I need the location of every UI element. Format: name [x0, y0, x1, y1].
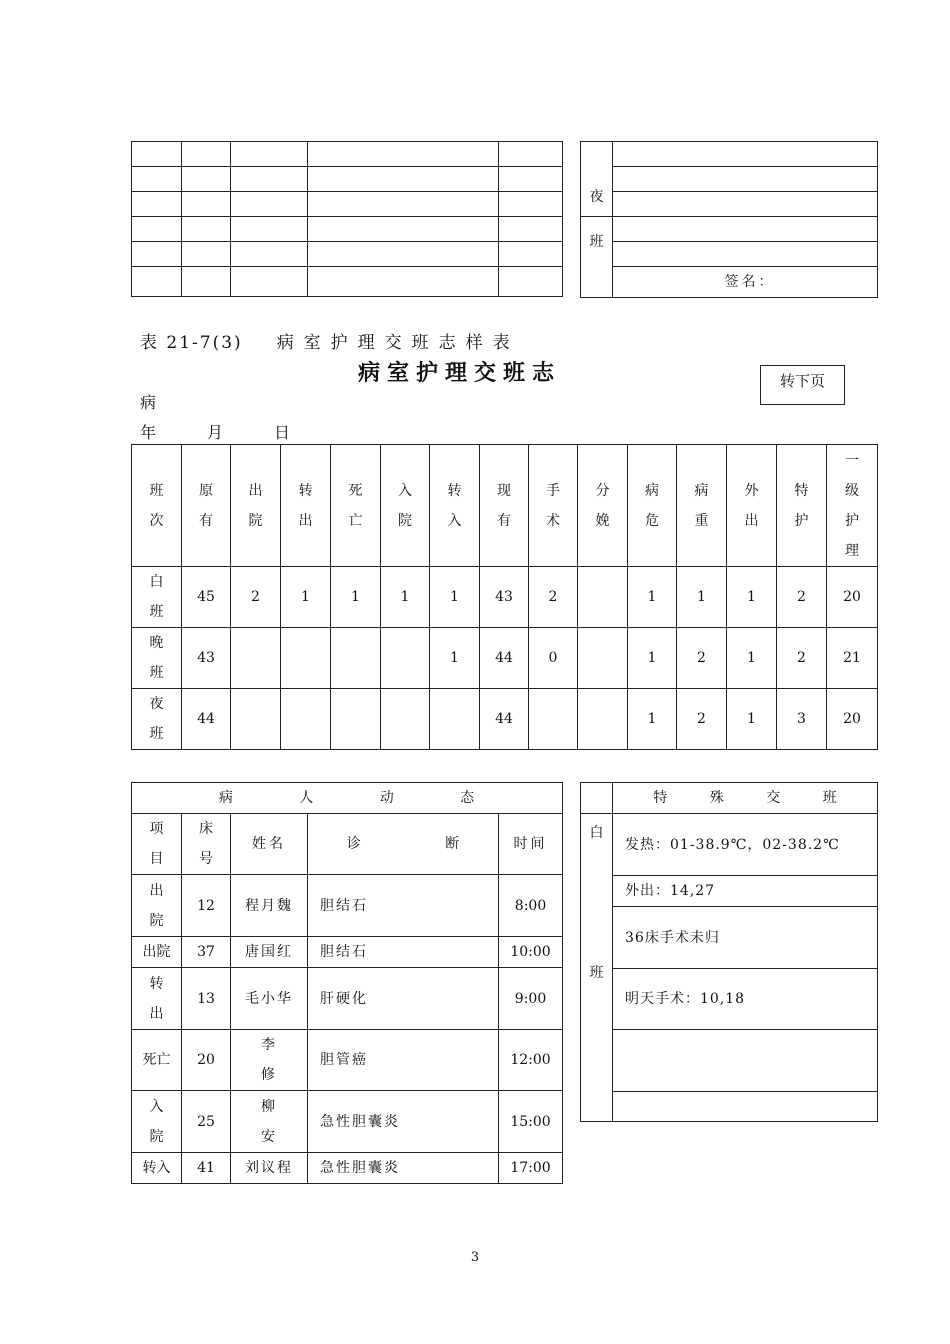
census-header-char: 术 — [546, 512, 560, 529]
census-value: 43 — [197, 650, 215, 666]
census-value-cell — [281, 689, 331, 750]
census-header-cell — [182, 445, 231, 567]
census-value-cell — [777, 628, 827, 689]
census-header-char: 分 — [595, 482, 610, 499]
blank-cell — [132, 167, 182, 192]
shift-char: 晚 — [149, 635, 164, 651]
census-value-cell — [677, 628, 727, 689]
bed-number: 41 — [197, 1160, 215, 1176]
census-header-char: 外 — [744, 482, 759, 499]
patient-name: 唐国红 — [245, 944, 293, 960]
night-shift-panel — [580, 141, 878, 298]
census-value: 1 — [647, 650, 657, 666]
census-value: 2 — [548, 589, 558, 605]
shift-char: 白 — [149, 574, 164, 590]
census-header-char: 转 — [447, 482, 462, 499]
item-cell — [132, 1030, 182, 1091]
census-value-cell — [331, 567, 381, 628]
census-value-cell — [578, 628, 628, 689]
night-note-line — [613, 242, 878, 267]
shift-label-cell — [581, 814, 613, 1122]
diagnosis-cell — [308, 875, 499, 937]
census-value: 1 — [697, 589, 706, 605]
diagnosis-cell — [308, 1091, 499, 1153]
time-cell — [499, 1030, 563, 1091]
census-header-char: 级 — [845, 482, 859, 499]
census-value: 20 — [843, 711, 861, 727]
census-header-char: 出 — [298, 512, 313, 529]
census-header-char: 病 — [694, 482, 709, 499]
time-text: 10:00 — [510, 944, 551, 960]
shift-char: 班 — [149, 604, 164, 620]
table-name: 病室护理交班志样表 — [276, 333, 520, 353]
census-value: 1 — [747, 650, 756, 666]
handover-note-cell — [613, 907, 878, 969]
census-header-cell — [727, 445, 777, 567]
census-shift-cell — [132, 567, 182, 628]
census-value: 1 — [647, 711, 657, 727]
time-cell — [499, 1153, 563, 1184]
census-value: 43 — [495, 589, 513, 605]
blank-cell — [132, 142, 182, 167]
census-value-cell — [727, 689, 777, 750]
bed-cell — [182, 1091, 231, 1153]
census-value-cell — [827, 567, 878, 628]
header-item: 项 — [149, 821, 164, 837]
table-number: 表 21-7(3) — [140, 333, 243, 353]
census-value-cell — [677, 689, 727, 750]
census-header-char: 有 — [199, 512, 213, 529]
census-value: 1 — [450, 650, 459, 666]
table-row — [132, 1153, 563, 1184]
census-header-cell — [132, 445, 182, 567]
bed-cell — [182, 937, 231, 968]
signature-label: 签名： — [724, 274, 776, 290]
shift-char: 班 — [149, 665, 164, 681]
item-cell — [132, 1153, 182, 1184]
special-handover-table — [580, 782, 878, 1122]
name-cell — [231, 1091, 308, 1153]
census-value-cell — [182, 689, 231, 750]
census-value-cell — [827, 628, 878, 689]
diagnosis-cell — [308, 937, 499, 968]
blank-cell — [308, 192, 499, 217]
blank-cell — [231, 167, 308, 192]
census-value: 1 — [400, 589, 410, 605]
night-label-top: 夜 — [589, 189, 604, 205]
census-value-cell — [628, 628, 677, 689]
ward-label: 病 — [140, 393, 157, 412]
table-caption — [140, 328, 520, 353]
header-diagnosis: 诊 断 — [346, 836, 460, 852]
census-value-cell — [578, 689, 628, 750]
night-note-line — [613, 167, 878, 192]
blank-cell — [231, 267, 308, 297]
page-number: 3 — [470, 1250, 480, 1265]
name-cell — [231, 937, 308, 968]
census-value: 44 — [495, 711, 513, 727]
census-header-cell — [578, 445, 628, 567]
handover-note-cell — [613, 1092, 878, 1122]
date-line — [140, 420, 341, 443]
census-row — [132, 628, 878, 689]
item-text: 死亡 — [142, 1052, 171, 1068]
census-value-cell — [182, 628, 231, 689]
blank-cell — [499, 142, 563, 167]
item-cell — [132, 968, 182, 1030]
handover-row — [581, 1092, 878, 1122]
blank-cell — [132, 267, 182, 297]
time-cell — [499, 875, 563, 937]
name-cell — [231, 1030, 308, 1091]
handover-row — [581, 907, 878, 969]
time-text: 17:00 — [510, 1160, 551, 1176]
item-text: 院 — [149, 1128, 164, 1145]
census-value: 20 — [843, 589, 861, 605]
census-header-cell — [231, 445, 281, 567]
bed-number: 37 — [197, 944, 215, 960]
blank-cell — [182, 242, 231, 267]
patient-name: 毛小华 — [245, 990, 293, 1007]
handover-note: 明天手术：10,18 — [625, 991, 746, 1007]
night-note-line — [613, 192, 878, 217]
census-value: 44 — [495, 650, 513, 666]
census-value: 2 — [797, 589, 806, 605]
day-label-bottom: 班 — [589, 965, 604, 981]
census-value: 2 — [797, 650, 806, 666]
census-value-cell — [529, 567, 578, 628]
item-text: 转 — [149, 975, 164, 992]
time-text: 9:00 — [514, 990, 547, 1007]
page-title: 病室护理交班志 — [358, 360, 562, 386]
census-value-cell — [777, 689, 827, 750]
table-row — [132, 968, 563, 1030]
blank-cell — [308, 142, 499, 167]
census-row — [132, 567, 878, 628]
patient-name: 程月魏 — [245, 897, 293, 914]
table-row — [132, 1091, 563, 1153]
bed-cell — [182, 875, 231, 937]
census-value-cell — [281, 567, 331, 628]
handover-note-cell — [613, 969, 878, 1030]
census-header-char: 现 — [497, 482, 511, 499]
census-value: 2 — [697, 711, 706, 727]
census-value: 1 — [450, 589, 459, 605]
census-value-cell — [727, 628, 777, 689]
census-value-cell — [578, 567, 628, 628]
census-value: 44 — [197, 711, 215, 727]
bed-number: 25 — [197, 1113, 215, 1130]
census-header-char: 病 — [645, 482, 659, 499]
census-value-cell — [430, 689, 480, 750]
patient-name: 柳 — [261, 1098, 277, 1115]
diagnosis-text: 胆管癌 — [320, 1052, 368, 1068]
time-cell — [499, 937, 563, 968]
census-header-char: 入 — [398, 482, 412, 499]
census-value: 21 — [843, 650, 861, 666]
bed-cell — [182, 968, 231, 1030]
diagnosis-text: 急性胆囊炎 — [320, 1113, 400, 1130]
handover-note-cell — [613, 876, 878, 907]
date-day: 日 — [274, 423, 291, 442]
bed-number: 12 — [197, 897, 215, 914]
dynamics-title: 病 人 动 态 — [218, 790, 476, 806]
date-month: 月 — [207, 423, 224, 442]
item-cell — [132, 937, 182, 968]
blank-cell — [308, 267, 499, 297]
census-value-cell — [381, 628, 430, 689]
time-cell — [499, 968, 563, 1030]
census-header-char: 护 — [845, 512, 859, 529]
blank-cell — [499, 267, 563, 297]
census-value: 2 — [251, 589, 260, 605]
diagnosis-cell — [308, 1030, 499, 1091]
blank-cell — [231, 192, 308, 217]
header-time: 时间 — [513, 836, 548, 852]
census-header-char: 班 — [149, 482, 164, 499]
time-text: 15:00 — [510, 1113, 551, 1130]
census-value-cell — [231, 628, 281, 689]
census-value: 45 — [197, 589, 215, 605]
census-value-cell — [281, 628, 331, 689]
name-cell — [231, 968, 308, 1030]
census-header-cell — [529, 445, 578, 567]
census-header-char: 娩 — [595, 512, 610, 529]
census-header-char: 院 — [398, 512, 412, 529]
census-value: 1 — [351, 589, 360, 605]
turn-page-box: 转下页 — [760, 365, 845, 405]
blank-cell — [499, 242, 563, 267]
item-text: 入 — [149, 1098, 164, 1115]
census-value: 2 — [697, 650, 706, 666]
name-cell — [231, 875, 308, 937]
census-value-cell — [430, 628, 480, 689]
diagnosis-cell — [308, 1153, 499, 1184]
diagnosis-text: 肝硬化 — [320, 990, 368, 1007]
blank-cell — [499, 217, 563, 242]
item-text: 院 — [149, 912, 164, 929]
shift-char: 班 — [149, 726, 164, 742]
census-header-cell — [677, 445, 727, 567]
handover-note: 发热：01-38.9℃，02-38.2℃ — [625, 836, 840, 853]
census-header-char: 出 — [744, 512, 759, 529]
diagnosis-text: 胆结石 — [320, 897, 368, 914]
time-text: 8:00 — [514, 897, 547, 914]
blank-cell — [308, 242, 499, 267]
census-value-cell — [677, 567, 727, 628]
night-note-line — [613, 217, 878, 242]
item-text: 转入 — [142, 1160, 171, 1176]
census-shift-cell — [132, 689, 182, 750]
blank-cell — [499, 192, 563, 217]
diagnosis-text: 胆结石 — [320, 944, 368, 960]
census-value-cell — [480, 628, 529, 689]
census-header-char: 次 — [149, 512, 164, 529]
census-header-cell — [430, 445, 480, 567]
special-title: 特 殊 交 班 — [653, 790, 837, 806]
census-value: 1 — [747, 711, 756, 727]
census-value-cell — [331, 689, 381, 750]
handover-row — [581, 814, 878, 876]
handover-note: 外出：14,27 — [625, 883, 716, 899]
census-header-char: 理 — [845, 542, 859, 559]
census-header-cell — [281, 445, 331, 567]
census-header-char: 原 — [199, 482, 213, 499]
census-value-cell — [430, 567, 480, 628]
census-value-cell — [777, 567, 827, 628]
header-item: 目 — [149, 851, 164, 867]
night-note-line — [613, 142, 878, 167]
blank-cell — [182, 192, 231, 217]
census-value-cell — [628, 689, 677, 750]
census-header-char: 入 — [447, 512, 462, 529]
patient-name: 安 — [261, 1128, 277, 1145]
census-value-cell — [827, 689, 878, 750]
census-header-char: 有 — [497, 512, 511, 529]
census-header-char: 特 — [794, 482, 809, 499]
patient-name: 修 — [261, 1067, 277, 1083]
census-value-cell — [381, 567, 430, 628]
blank-cell — [231, 242, 308, 267]
blank-cell — [182, 267, 231, 297]
time-cell — [499, 1091, 563, 1153]
name-cell — [231, 1153, 308, 1184]
handover-row — [581, 876, 878, 907]
census-header-cell — [777, 445, 827, 567]
handover-row — [581, 969, 878, 1030]
census-header-char: 死 — [348, 482, 363, 499]
blank-cell — [231, 142, 308, 167]
night-label-bottom: 班 — [589, 234, 604, 250]
census-value-cell — [628, 567, 677, 628]
bed-number: 20 — [197, 1052, 215, 1068]
item-cell — [132, 875, 182, 937]
bed-cell — [182, 1030, 231, 1091]
census-header-char: 院 — [248, 512, 263, 529]
census-value: 1 — [747, 589, 756, 605]
handover-note-cell — [613, 814, 878, 876]
table-row — [132, 937, 563, 968]
blank-cell — [182, 167, 231, 192]
census-value-cell — [480, 567, 529, 628]
census-value-cell — [231, 689, 281, 750]
census-header-char: 手 — [546, 482, 560, 499]
census-header-char: 危 — [645, 512, 659, 529]
blank-cell — [182, 142, 231, 167]
diagnosis-text: 急性胆囊炎 — [320, 1160, 400, 1176]
patient-name: 刘议程 — [245, 1160, 293, 1176]
census-value: 1 — [647, 589, 657, 605]
blank-cell — [132, 242, 182, 267]
census-header-char: 护 — [794, 512, 809, 529]
blank-cell — [182, 217, 231, 242]
census-value: 0 — [548, 650, 558, 666]
header-bed: 床 — [199, 821, 213, 837]
patient-name: 李 — [261, 1037, 277, 1053]
census-value-cell — [529, 628, 578, 689]
bed-cell — [182, 1153, 231, 1184]
census-header-char: 出 — [248, 482, 263, 499]
census-row — [132, 689, 878, 750]
census-shift-cell — [132, 628, 182, 689]
census-header-cell — [331, 445, 381, 567]
handover-row — [581, 1030, 878, 1092]
census-header-char: 亡 — [348, 512, 363, 529]
item-text: 出 — [149, 882, 164, 899]
census-value: 3 — [797, 711, 806, 727]
time-text: 12:00 — [510, 1052, 551, 1068]
census-value: 1 — [301, 589, 310, 605]
patient-dynamics-table — [131, 782, 563, 1184]
blank-cell — [308, 167, 499, 192]
blank-cell — [231, 217, 308, 242]
census-header-cell — [381, 445, 430, 567]
census-value-cell — [231, 567, 281, 628]
census-value-cell — [381, 689, 430, 750]
item-text: 出院 — [142, 944, 171, 960]
handover-note-cell — [613, 1030, 878, 1092]
day-label-top: 白 — [589, 825, 604, 841]
census-value-cell — [331, 628, 381, 689]
blank-cell — [132, 192, 182, 217]
date-year: 年 — [140, 423, 157, 442]
diagnosis-cell — [308, 968, 499, 1030]
bed-number: 13 — [197, 990, 215, 1007]
header-bed: 号 — [199, 851, 213, 867]
census-header-cell — [480, 445, 529, 567]
census-header-char: 重 — [694, 512, 709, 529]
header-name: 姓名 — [252, 836, 286, 852]
item-cell — [132, 1091, 182, 1153]
handover-note: 36床手术未归 — [625, 929, 720, 946]
census-header-char: 转 — [298, 482, 313, 499]
census-value-cell — [182, 567, 231, 628]
census-header-char: 一 — [845, 452, 859, 469]
blank-cell — [308, 217, 499, 242]
census-header-cell — [827, 445, 878, 567]
blank-log-grid — [131, 141, 563, 297]
census-value-cell — [529, 689, 578, 750]
table-row — [132, 1030, 563, 1091]
blank-cell — [132, 217, 182, 242]
census-table — [131, 444, 878, 750]
item-text: 出 — [149, 1005, 164, 1022]
census-value-cell — [727, 567, 777, 628]
census-header-cell — [628, 445, 677, 567]
census-value-cell — [480, 689, 529, 750]
shift-char: 夜 — [149, 696, 164, 712]
blank-cell — [499, 167, 563, 192]
table-row — [132, 875, 563, 937]
